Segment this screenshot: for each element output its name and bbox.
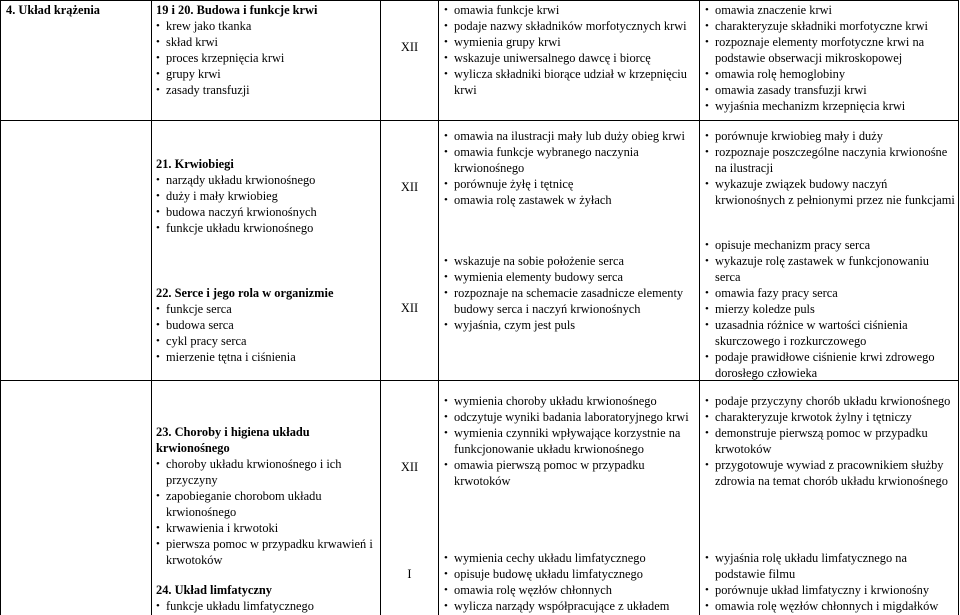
list-item: • podaje nazwy składników morfotycznych krwi [444, 18, 696, 34]
basic-requirements [444, 128, 696, 208]
lesson-cell [156, 285, 378, 365]
list-item: • omawia fazy pracy serca [705, 285, 957, 301]
table-border-right [958, 0, 959, 615]
topic-list [156, 456, 378, 568]
list-item: • wskazuje uniwersalnego dawcę i biorcę [444, 50, 696, 66]
lesson-title: 24. Układ limfatyczny [156, 583, 272, 597]
list-item: • porównuje krwiobieg mały i duży [705, 128, 957, 144]
list-item: • budowa naczyń krwionośnych [156, 204, 378, 220]
list-item: • wskazuje na sobie położenie serca [444, 253, 696, 269]
list-item: • demonstruje pierwszą pomoc w przypadku krwotoków [705, 425, 957, 457]
lesson-cell [156, 156, 378, 236]
list-item: • porównuje żyłę i tętnicę [444, 176, 696, 192]
basic-requirements [444, 393, 696, 489]
lesson-title: 19 i 20. Budowa i funkcje krwi [156, 3, 318, 17]
row-divider [0, 120, 959, 121]
extended-requirements [705, 237, 957, 381]
topic-list [156, 598, 378, 614]
list-item: • uzasadnia różnice w wartości ciśnienia skurczowego i rozkurczowego [705, 317, 957, 349]
lesson-cell [156, 2, 378, 98]
list-item: • omawia pierwszą pomoc w przypadku krwotoków [444, 457, 696, 489]
list-item: • wymienia grupy krwi [444, 34, 696, 50]
list-item: • odczytuje wyniki badania laboratoryjnego krwi [444, 409, 696, 425]
list-item: • omawia rolę hemoglobiny [705, 66, 957, 82]
list-item: • rozpoznaje na schemacie zasadnicze elementy budowy serca i naczyń krwionośnych [444, 285, 696, 317]
list-item: • omawia funkcje wybranego naczynia krwionośnego [444, 144, 696, 176]
column-divider [438, 0, 439, 615]
list-item: • omawia zasady transfuzji krwi [705, 82, 957, 98]
list-item: • rozpoznaje elementy morfotyczne krwi na podstawie obserwacji mikroskopowej [705, 34, 957, 66]
list-item: • wylicza narządy współpracujące z układem [444, 598, 696, 614]
list-item: • duży i mały krwiobieg [156, 188, 378, 204]
column-divider [151, 0, 152, 615]
list-item: • wylicza składniki biorące udział w krzepnięciu krwi [444, 66, 696, 98]
list-item: • mierzenie tętna i ciśnienia [156, 349, 378, 365]
list-item: • mierzy koledze puls [705, 301, 957, 317]
extended-requirements [705, 128, 957, 208]
list-item: • funkcje serca [156, 301, 378, 317]
list-item: • zasady transfuzji [156, 82, 378, 98]
list-item: • podaje przyczyny chorób układu krwionośnego [705, 393, 957, 409]
grade-value: XII [400, 40, 419, 54]
list-item: • omawia znaczenie krwi [705, 2, 957, 18]
table-border-top [0, 0, 959, 1]
list-item: • budowa serca [156, 317, 378, 333]
list-item: • wymienia elementy budowy serca [444, 269, 696, 285]
list-item: • charakteryzuje krwotok żylny i tętniczy [705, 409, 957, 425]
topic-list [156, 172, 378, 236]
list-item: • opisuje budowę układu limfatycznego [444, 566, 696, 582]
list-item: • skład krwi [156, 34, 378, 50]
basic-requirements [444, 253, 696, 333]
grade-value: XII [400, 180, 419, 194]
list-item: • krwawienia i krwotoki [156, 520, 378, 536]
list-item: • wyjaśnia rolę układu limfatycznego na podstawie filmu [705, 550, 957, 582]
list-item: • funkcje układu krwionośnego [156, 220, 378, 236]
list-item: • omawia rolę węzłów chłonnych [444, 582, 696, 598]
lesson-cell [156, 582, 378, 614]
list-item: • krew jako tkanka [156, 18, 378, 34]
extended-requirements [705, 393, 957, 489]
lesson-title: 21. Krwiobiegi [156, 157, 234, 171]
column-divider [699, 0, 700, 615]
grade-value: XII [400, 460, 419, 474]
list-item: • opisuje mechanizm pracy serca [705, 237, 957, 253]
section-title: 4. Układ krążenia [6, 3, 100, 17]
list-item: • omawia na ilustracji mały lub duży obieg krwi [444, 128, 696, 144]
list-item: • wyjaśnia, czym jest puls [444, 317, 696, 333]
list-item: • rozpoznaje poszczególne naczynia krwionośne na ilustracji [705, 144, 957, 176]
basic-requirements [444, 2, 696, 98]
list-item: • podaje prawidłowe ciśnienie krwi zdrowego dorosłego człowieka [705, 349, 957, 381]
list-item: • narządy układu krwionośnego [156, 172, 378, 188]
list-item: • omawia funkcje krwi [444, 2, 696, 18]
list-item: • wykazuje związek budowy naczyń krwionośnych z pełnionymi przez nie funkcjami [705, 176, 957, 208]
extended-requirements [705, 550, 957, 614]
extended-requirements [705, 2, 957, 114]
basic-requirements [444, 550, 696, 614]
list-item: • funkcje układu limfatycznego [156, 598, 378, 614]
topic-list [156, 301, 378, 365]
topic-list [156, 18, 378, 98]
list-item: • wymienia czynniki wpływające korzystnie na funkcjonowanie układu krwionośnego [444, 425, 696, 457]
grade-value: XII [400, 301, 419, 315]
list-item: • proces krzepnięcia krwi [156, 50, 378, 66]
list-item: • porównuje układ limfatyczny i krwionośny [705, 582, 957, 598]
list-item: • wymienia choroby układu krwionośnego [444, 393, 696, 409]
table-border-left [0, 0, 1, 615]
lesson-title: 22. Serce i jego rola w organizmie [156, 286, 334, 300]
list-item: • charakteryzuje składniki morfotyczne krwi [705, 18, 957, 34]
list-item: • omawia rolę węzłów chłonnych i migdałków [705, 598, 957, 614]
lesson-cell [156, 424, 378, 568]
list-item: • wymienia cechy układu limfatycznego [444, 550, 696, 566]
list-item: • przygotowuje wywiad z pracownikiem służby zdrowia na temat chorób układu krwionośnego [705, 457, 957, 489]
list-item: • zapobieganie chorobom układu krwionośnego [156, 488, 378, 520]
list-item: • wyjaśnia mechanizm krzepnięcia krwi [705, 98, 957, 114]
list-item: • choroby układu krwionośnego i ich przyczyny [156, 456, 378, 488]
lesson-title: 23. Choroby i higiena układu krwionośnego [156, 425, 310, 455]
list-item: • pierwsza pomoc w przypadku krwawień i krwotoków [156, 536, 378, 568]
list-item: • cykl pracy serca [156, 333, 378, 349]
grade-value: I [407, 567, 412, 581]
list-item: • wykazuje rolę zastawek w funkcjonowaniu serca [705, 253, 957, 285]
list-item: • omawia rolę zastawek w żyłach [444, 192, 696, 208]
list-item: • grupy krwi [156, 66, 378, 82]
